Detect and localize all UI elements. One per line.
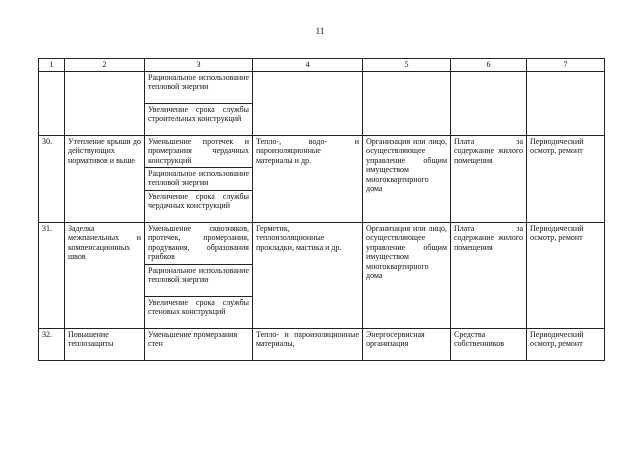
result-cell: Рациональное использование тепловой энергии <box>145 167 253 190</box>
result-cell: Увеличение срока службы стеновых конструкций <box>145 296 253 328</box>
row-number: 32. <box>39 328 65 360</box>
frequency-cell <box>527 71 605 135</box>
result-cell: Рациональное использование тепловой энергии <box>145 264 253 296</box>
table-row <box>39 328 605 360</box>
measure-cell: Заделка межпанельных и компенсационных швов <box>65 222 145 328</box>
table-row <box>39 71 605 103</box>
row-number: 31. <box>39 222 65 328</box>
measure-cell: Повышение теплозащиты <box>65 328 145 360</box>
header-row <box>39 59 605 72</box>
materials-cell: Тепло- и пароизоляционные материалы, <box>253 328 363 360</box>
result-cell: Уменьшение сквозняков, протечек, промерзания, продувания, образования грибков <box>145 222 253 264</box>
frequency-cell: Периодический осмотр, ремонт <box>527 222 605 328</box>
result-cell: Рациональное использование тепловой энергии <box>145 71 253 103</box>
result-cell: Уменьшение промерзания стен <box>145 328 253 360</box>
measures-table <box>38 58 605 361</box>
materials-cell <box>253 71 363 135</box>
executor-cell: Энергосервисная организация <box>363 328 451 360</box>
funding-cell: Плата за содержание жилого помещения <box>451 222 527 328</box>
table-row <box>39 222 605 264</box>
page-number: 11 <box>315 26 325 36</box>
measure-cell: Утепление крыши до действующих нормативов и выше <box>65 135 145 222</box>
row-number: 30. <box>39 135 65 222</box>
funding-cell: Плата за содержание жилого помещения <box>451 135 527 222</box>
funding-cell <box>451 71 527 135</box>
header-cell: 6 <box>451 59 527 72</box>
executor-cell: Организация или лицо, осуществляющее управление общим имуществом многоквартирного дома <box>363 222 451 328</box>
executor-cell: Организация или лицо, осуществляющее управление общим имуществом многоквартирного дома <box>363 135 451 222</box>
header-cell: 7 <box>527 59 605 72</box>
executor-cell <box>363 71 451 135</box>
measure-cell <box>65 71 145 135</box>
result-cell: Уменьшение протечек и промерзания чердачных конструкций <box>145 135 253 167</box>
header-cell: 5 <box>363 59 451 72</box>
header-cell: 3 <box>145 59 253 72</box>
frequency-cell: Периодический осмотр, ремонт <box>527 328 605 360</box>
result-cell: Увеличение срока службы чердачных конструкций <box>145 190 253 222</box>
header-cell: 2 <box>65 59 145 72</box>
result-cell: Увеличение срока службы строительных конструкций <box>145 103 253 135</box>
frequency-cell: Периодический осмотр, ремонт <box>527 135 605 222</box>
table-row <box>39 135 605 167</box>
header-cell: 1 <box>39 59 65 72</box>
header-cell: 4 <box>253 59 363 72</box>
materials-cell: Герметик, теплоизоляционные прокладки, мастика и др. <box>253 222 363 328</box>
row-number <box>39 71 65 135</box>
funding-cell: Средства собственников <box>451 328 527 360</box>
materials-cell: Тепло-, водо- и пароизоляционные материалы и др. <box>253 135 363 222</box>
